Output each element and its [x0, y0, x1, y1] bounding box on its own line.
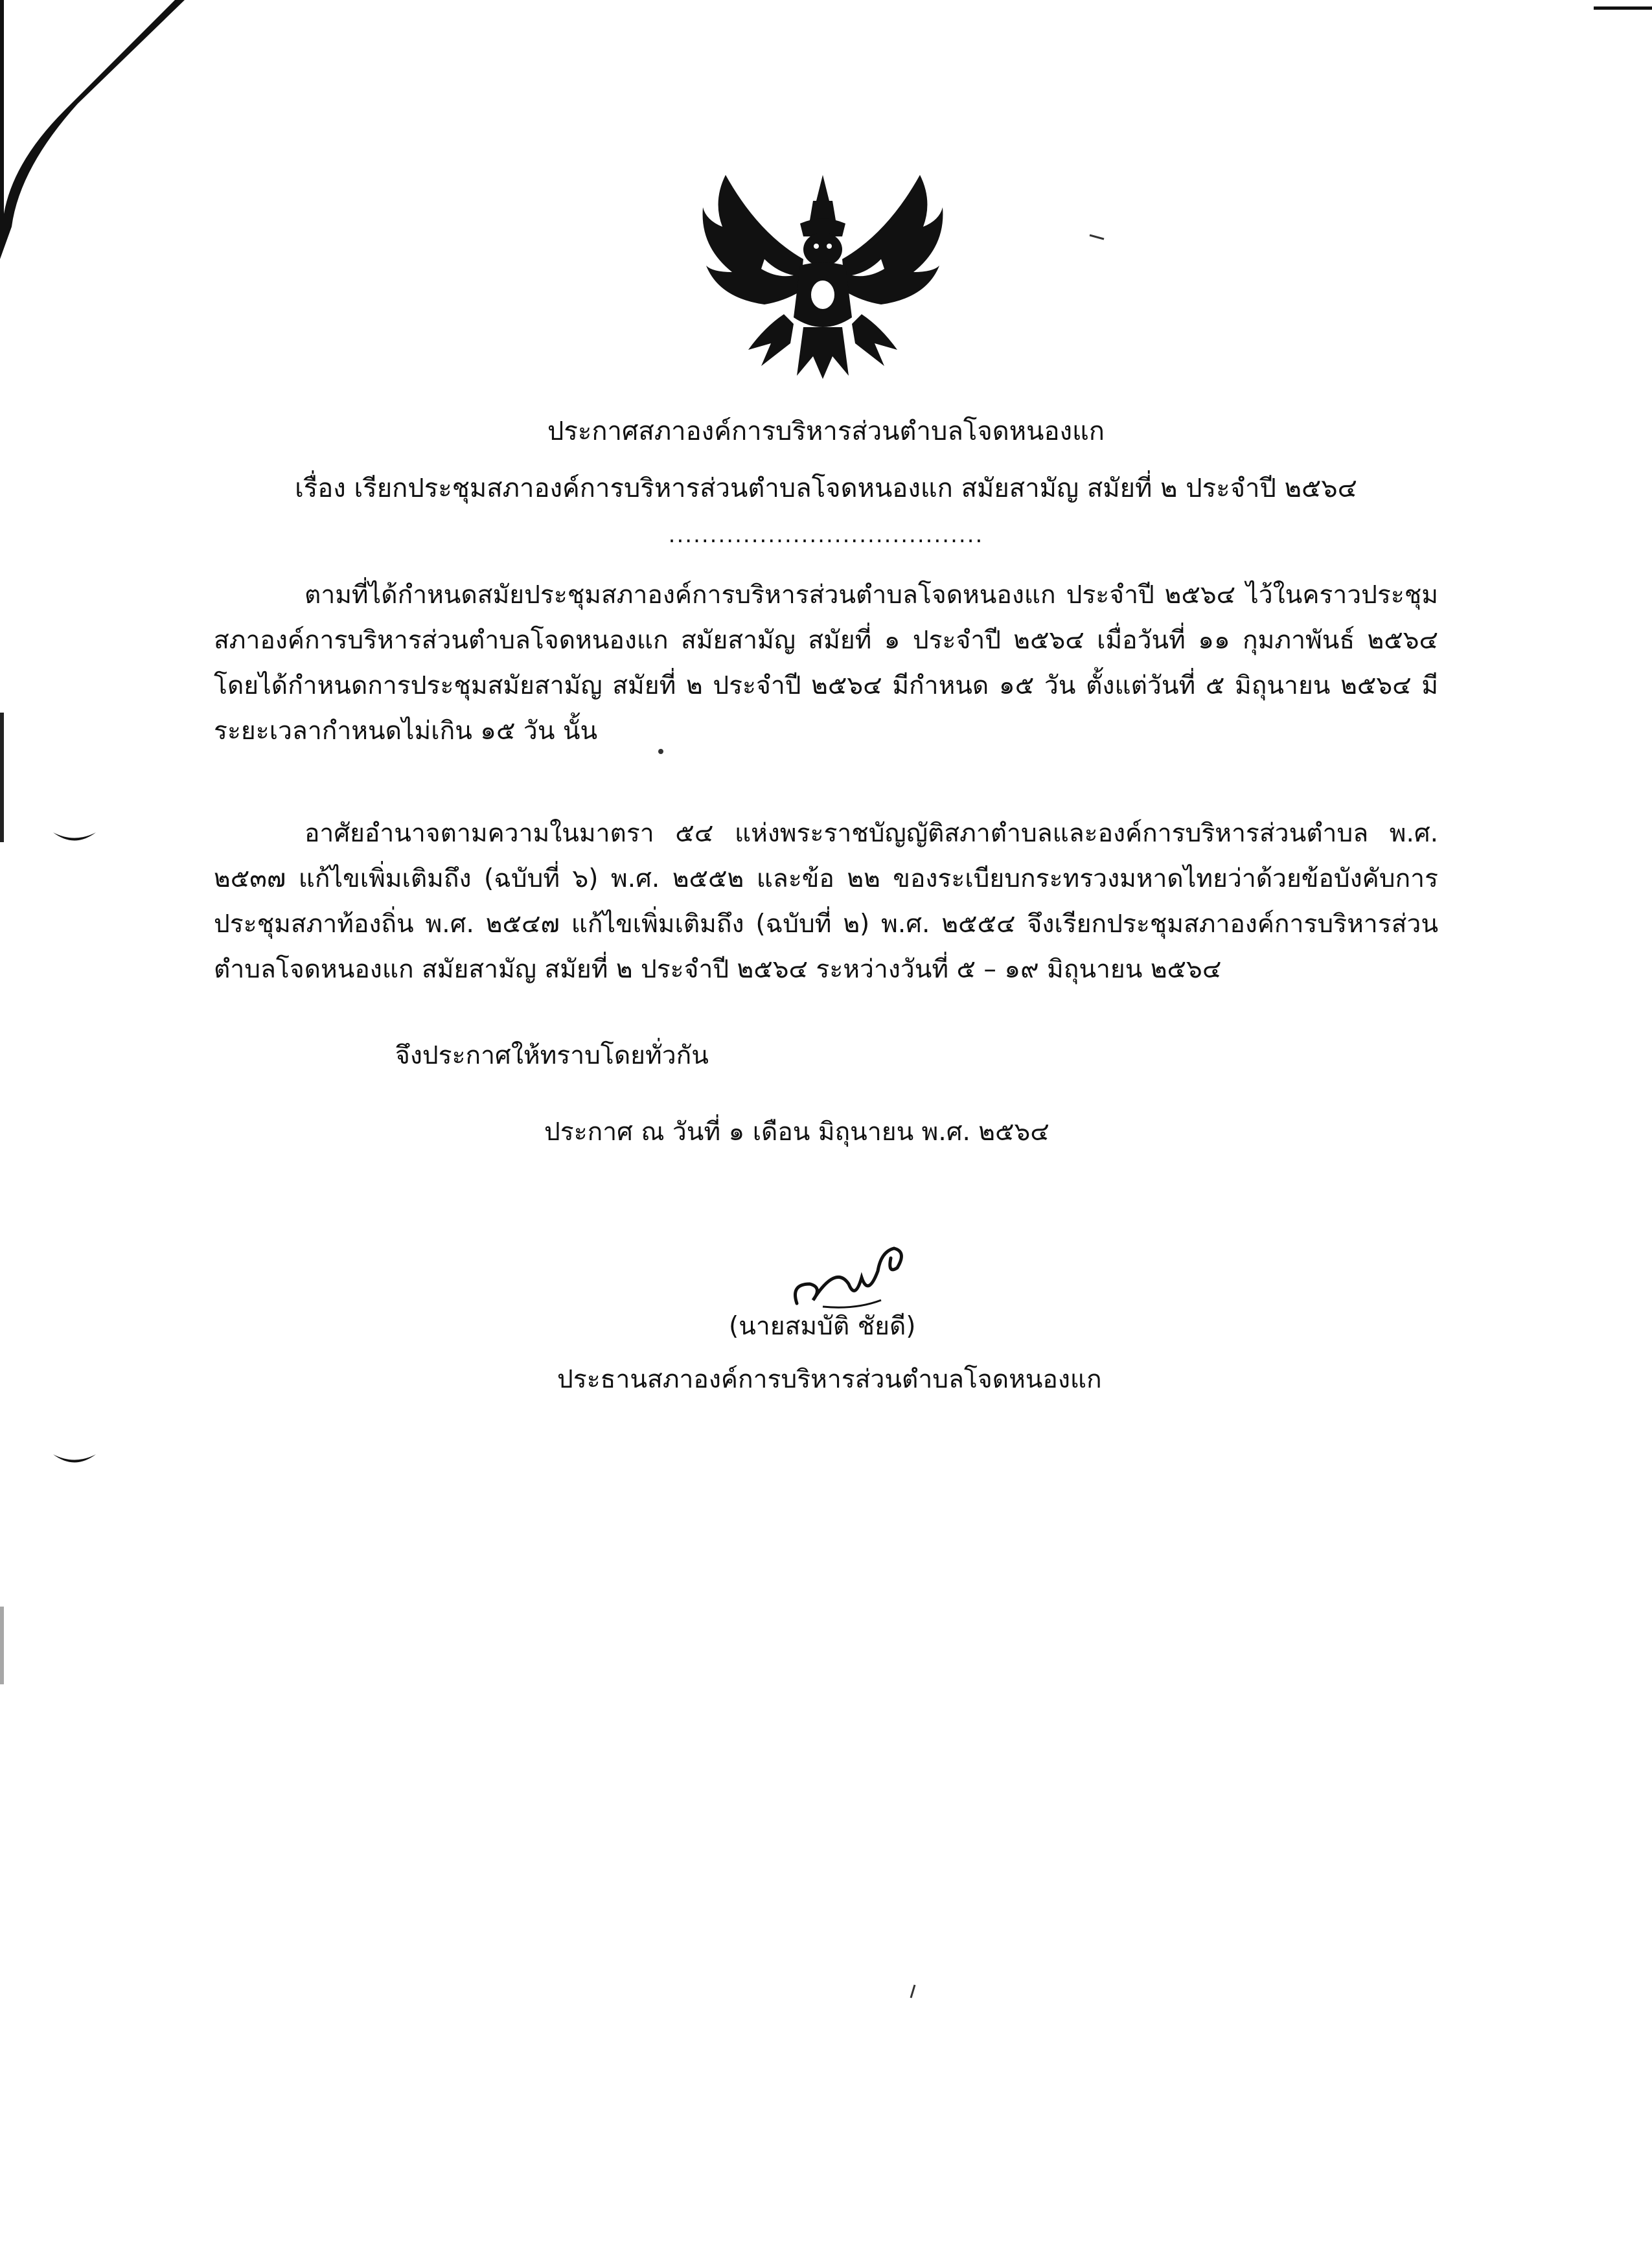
announcement-date: ประกาศ ณ วันที่ ๑ เดือน มิถุนายน พ.ศ. ๒๕๖๔ — [544, 1117, 1050, 1147]
closing-statement: จึงประกาศให้ทราบโดยทั่วกัน — [395, 1041, 709, 1070]
signer-position: ประธานสภาองค์การบริหารส่วนตำบลโจดหนองแก — [557, 1365, 1102, 1394]
dotted-separator: ...................................... — [668, 522, 984, 548]
document-title: ประกาศสภาองค์การบริหารส่วนตำบลโจดหนองแก — [547, 417, 1105, 446]
garuda-emblem-icon — [687, 162, 959, 382]
scan-smudge — [52, 829, 97, 849]
scan-smudge — [52, 1451, 97, 1471]
scan-dot — [907, 1982, 920, 2002]
handwritten-signature-icon — [784, 1239, 920, 1316]
corner-fold-mark — [0, 0, 188, 259]
body-paragraph: ตามที่ได้กำหนดสมัยประชุมสภาองค์การบริหารส่วนตำบลโจดหนองแก ประจำปี ๒๕๖๔ ไว้ในคราวประชุมสภาองค์การบริหารส่วนตำบลโจดหนองแก สมัยสามัญ สมัยที่ ๑ ประจำปี ๒๕๖๔ เมื่อวันที่ ๑๑ กุมภาพันธ์ ๒๕๖๔ โดยได้กำหนดการประชุมสมัยสามัญ สมัยที่ ๒ ประจำปี ๒๕๖๔ มีกำหนด ๑๕ วัน ตั้งแต่วันที่ ๕ มิถุนายน ๒๕๖๔ มีระยะเวลากำหนดไม่เกิน ๑๕ วัน นั้น — [214, 580, 1438, 746]
scan-edge-line — [0, 713, 4, 842]
body-paragraph: อาศัยอำนาจตามความในมาตรา ๕๔ แห่งพระราชบัญญัติสภาตำบลและองค์การบริหารส่วนตำบล พ.ศ. ๒๕๓๗ แก้ไขเพิ่มเติมถึง (ฉบับที่ ๖) พ.ศ. ๒๕๕๒ และข้อ ๒๒ ของระเบียบกระทรวงมหาดไทยว่าด้วยข้อบังคับการประชุมสภาท้องถิ่น พ.ศ. ๒๕๔๗ แก้ไขเพิ่มเติมถึง (ฉบับที่ ๒) พ.ศ. ๒๕๕๔ จึงเรียกประชุมสภาองค์การบริหารส่วนตำบลโจดหนองแก สมัยสามัญ สมัยที่ ๒ ประจำปี ๒๕๖๔ ระหว่างวันที่ ๕ – ๑๙ มิถุนายน ๒๕๖๔ — [214, 819, 1438, 984]
signer-name: (นายสมบัติ ชัยดี) — [729, 1312, 916, 1341]
scan-edge-line — [0, 1607, 4, 1684]
document-subject: เรื่อง เรียกประชุมสภาองค์การบริหารส่วนตำบลโจดหนองแก สมัยสามัญ สมัยที่ ๒ ประจำปี ๒๕๖๔ — [295, 474, 1357, 503]
scan-dot — [1088, 230, 1108, 243]
top-right-scan-mark — [1594, 0, 1652, 19]
scan-dot — [654, 745, 667, 758]
